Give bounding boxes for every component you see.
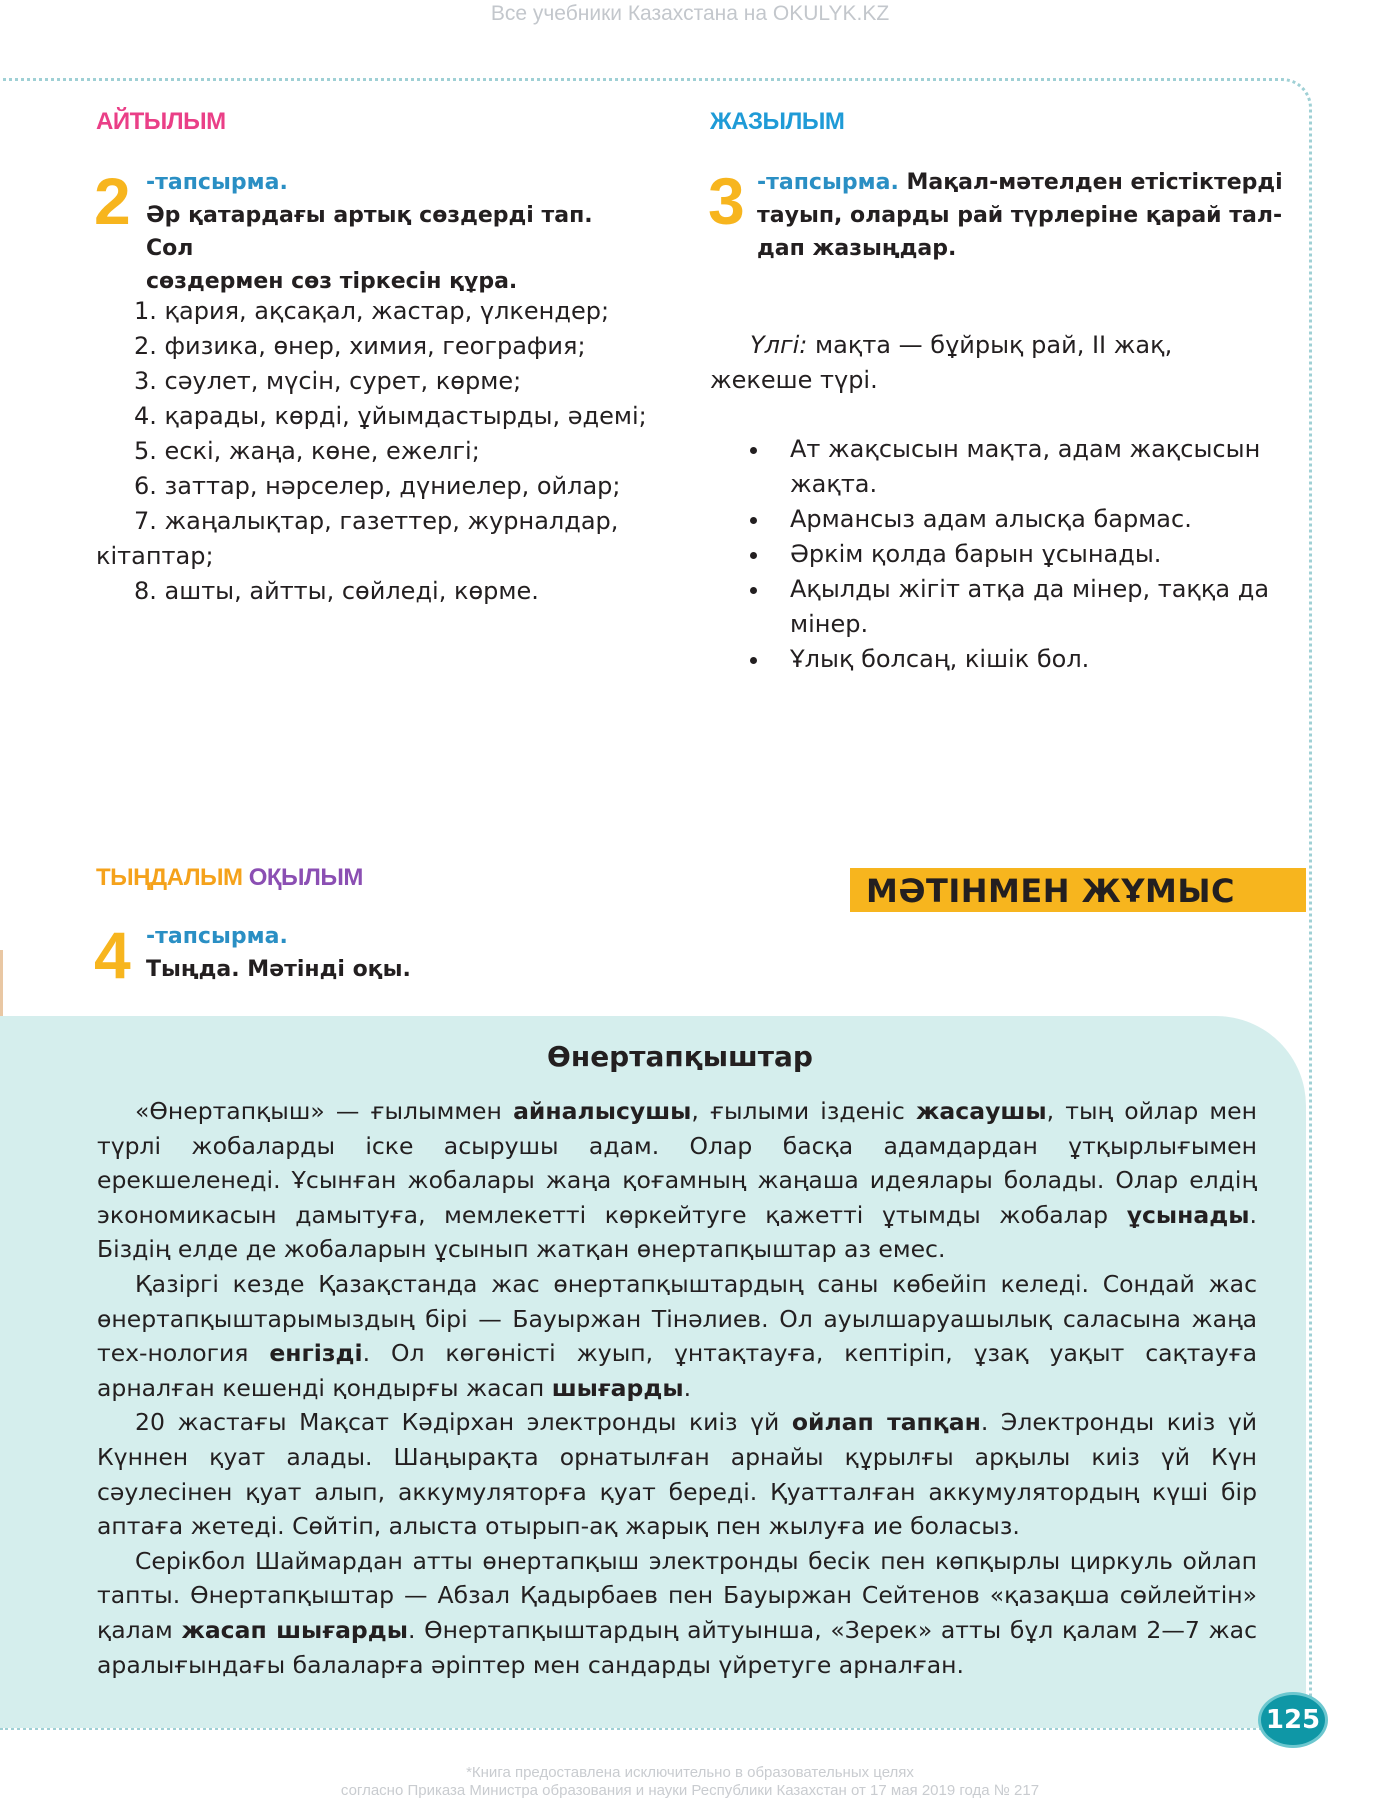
- task-2-list: [96, 294, 656, 609]
- task-word: -тапсырма.: [757, 170, 899, 195]
- task-number-2: 2: [94, 164, 131, 238]
- task-number-3: 3: [708, 164, 745, 238]
- paragraph: «Өнертапқыш» — ғылыммен айналысушы, ғылыми ізденіс жасаушы, тың ойлар мен түрлі жобаларды іске асырушы адам. Олар басқа адамдардан ұтқырлығымен ерекшеленеді. Ұсынған жобалары жаңа қоғамның жаңаша идеялары болады. Олар елдің экономикасын дамытуға, мемлекетті көркейтуге қажетті ұтымды жобалар ұсынады. Біздің елде де жобаларын ұсынып жатқан өнертапқыштар аз емес.: [97, 1097, 1257, 1264]
- list-item: 1. қария, ақсақал, жастар, үлкендер;: [134, 297, 610, 325]
- bullet-item: Ақылды жігіт атқа да мінер, таққа да мінер.: [750, 572, 1270, 642]
- task-4-text: Тыңда. Мәтінді оқы.: [146, 957, 411, 982]
- task-3-text-line1: Мақал-мәтелден етістіктерді: [906, 170, 1283, 195]
- section-label-speaking: АЙТЫЛЫМ: [96, 108, 226, 135]
- section-label-listening-reading: [96, 864, 363, 892]
- paragraph: Қазіргі кезде Қазақстанда жас өнертапқыштардың саны көбейіп келеді. Сондай жас өнертапқыштарымыздың бірі — Бауыржан Тінәлиев. Ол ауылшаруашылық саласына жаңа тех-нология енгізді. Ол көгөністі жуып, ұнтақтауға, кептіріп, ұзақ уақыт сақтауға арналған кешенді қондырғы жасап шығарды.: [97, 1269, 1258, 1402]
- task-2-text-line1: Әр қатардағы артық сөздерді тап. Сол: [146, 203, 593, 261]
- label-reading: ОҚЫЛЫМ: [248, 864, 363, 891]
- footer-line-2: согласно Приказа Министра образования и науки Республики Казахстан от 17 мая 2019 года № 217: [340, 1782, 1040, 1799]
- paragraph: Серікбол Шаймардан атты өнертапқыш электронды бесік пен көпқырлы циркуль ойлап тапты. Өнертапқыштар — Абзал Қадырбаев пен Бауыржан Сейтенов «қазақша сөйлейтін» қалам жасап шығарды. Өнертапқыштардың айтуынша, «Зерек» атты бұл қалам 2—7 жас аралығындағы балаларға әріптер мен сандарды үйретуге арналған.: [97, 1546, 1258, 1679]
- list-item: 7. жаңалықтар, газеттер, журналдар,: [134, 507, 619, 535]
- task-3-header: [757, 166, 1297, 265]
- example: [710, 328, 1280, 398]
- edge-mark: [0, 950, 3, 1020]
- paragraph: 20 жастағы Мақсат Кәдірхан электронды киіз үй ойлап тапқан. Электронды киіз үй Күннен қуат алады. Шаңырақта орнатылған арнайы құрылғы арқылы киіз үй Күн сәулесінен қуат алып, аккумуляторға қуат береді. Қуатталған аккумулятордың күші бір аптаға жетеді. Сөйтіп, алыста отырып-ақ жарық пен жылуға ие боласыз.: [97, 1408, 1257, 1541]
- list-item: 2. физика, өнер, химия, география;: [134, 332, 586, 360]
- footer-line-1: *Книга предоставлена исключительно в образовательных целях: [466, 1764, 914, 1781]
- proverbs-list: [750, 432, 1270, 677]
- list-item: 5. ескі, жаңа, көне, ежелгі;: [134, 437, 480, 465]
- list-item: 6. заттар, нәрселер, дүниелер, ойлар;: [134, 472, 621, 500]
- task-3-text-line3: дап жазыңдар.: [757, 236, 957, 261]
- bullet-item: Армансыз адам алысқа бармас.: [750, 502, 1270, 537]
- example-text: мақта — бұйрық рай, ІІ жақ, жекеше түрі.: [710, 331, 1173, 394]
- reading-title: Өнертапқыштар: [547, 1040, 813, 1073]
- reading-text: [97, 1094, 1257, 1682]
- list-item: 8. ашты, айтты, сөйледі, көрме.: [134, 577, 539, 605]
- watermark: Все учебники Казахстана на OKULYK.KZ: [490, 2, 890, 25]
- label-listening: ТЫҢДАЛЫМ: [96, 864, 243, 891]
- section-label-writing: ЖАЗЫЛЫМ: [710, 108, 845, 135]
- bullet-item: Ат жақсысын мақта, адам жақсысын жақта.: [750, 432, 1270, 502]
- task-3-text-line2: тауып, оларды рай түрлеріне қарай тал-: [757, 203, 1283, 228]
- task-4-header: [146, 920, 646, 986]
- task-number-4: 4: [94, 918, 131, 992]
- bullet-item: Ұлық болсаң, кішік бол.: [750, 642, 1270, 677]
- task-word: -тапсырма.: [146, 924, 288, 949]
- list-item-continued: кітаптар;: [96, 542, 214, 570]
- example-label: Үлгі:: [750, 331, 808, 359]
- text-work-banner: [850, 868, 1306, 912]
- page-number: 125: [1258, 1692, 1328, 1748]
- banner-label: МӘТІНМЕН ЖҰМЫС: [866, 872, 1235, 910]
- task-2-text-line2: сөздермен сөз тіркесін құра.: [146, 269, 518, 294]
- task-2-header: [146, 166, 646, 298]
- task-word: -тапсырма.: [146, 170, 288, 195]
- bullet-item: Әркім қолда барын ұсынады.: [750, 537, 1270, 572]
- list-item: 3. сәулет, мүсін, сурет, көрме;: [134, 367, 522, 395]
- list-item: 4. қарады, көрді, ұйымдастырды, әдемі;: [134, 402, 647, 430]
